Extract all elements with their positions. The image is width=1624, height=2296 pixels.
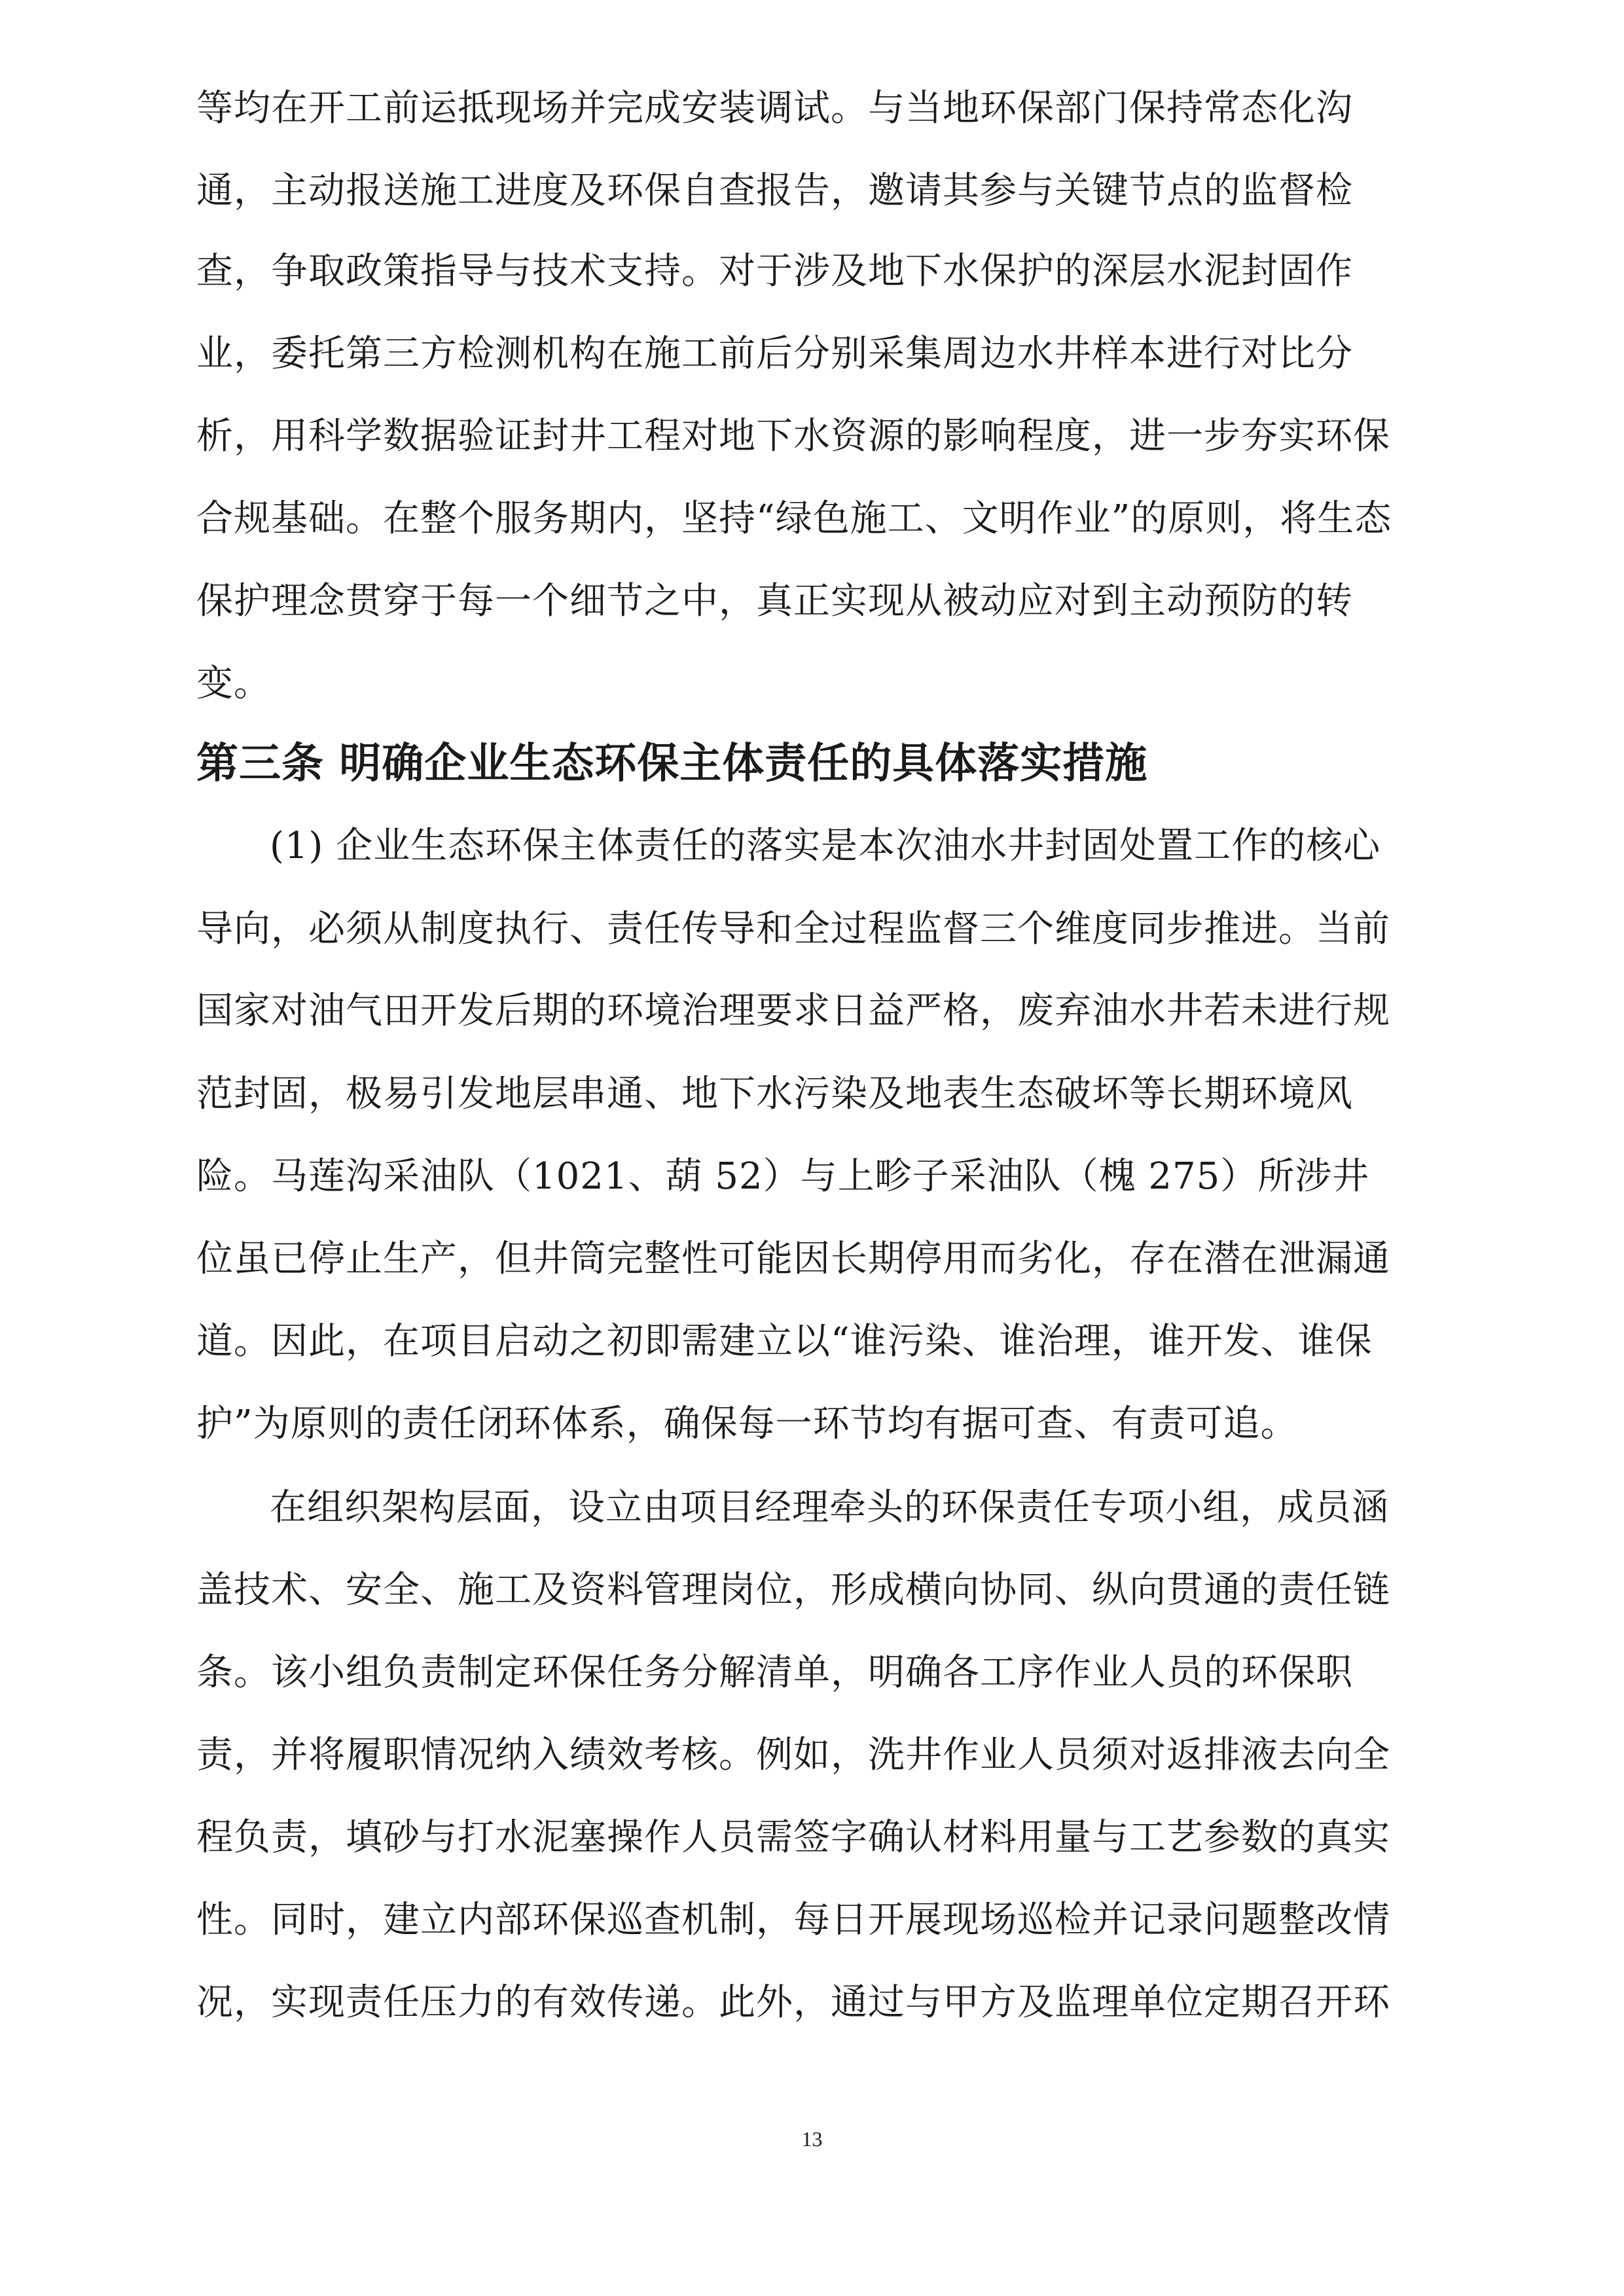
section-heading: 第三条 明确企业生态环保主体责任的具体落实措施: [196, 740, 1148, 788]
text-line: 盖技术、安全、施工及资料管理岗位，形成横向协同、纵向贯通的责任链: [196, 1569, 1390, 1611]
text-line: 变。: [196, 662, 271, 705]
text-line: (1) 企业生态环保主体责任的落实是本次油水井封固处置工作的核心: [270, 825, 1381, 867]
text-line: 责，并将履职情况纳入绩效考核。例如，洗井作业人员须对返排液去向全: [196, 1734, 1390, 1776]
text-line: 国家对油气田开发后期的环境治理要求日益严格，废弃油水井若未进行规: [196, 990, 1390, 1032]
text-line: 等均在开工前运抵现场并完成安装调试。与当地环保部门保持常态化沟: [196, 87, 1353, 130]
text-line: 范封固，极易引发地层串通、地下水污染及地表生态破坏等长期环境风: [196, 1073, 1353, 1115]
text-line: 保护理念贯穿于每一个细节之中，真正实现从被动应对到主动预防的转: [196, 580, 1353, 622]
text-line: 况，实现责任压力的有效传递。此外，通过与甲方及监理单位定期召开环: [196, 1981, 1390, 2024]
text-line: 条。该小组负责制定环保任务分解清单，明确各工序作业人员的环保职: [196, 1651, 1353, 1694]
text-line: 查，争取政策指导与技术支持。对于涉及地下水保护的深层水泥封固作: [196, 250, 1353, 293]
text-line: 险。马莲沟采油队（1021、葫 52）与上畛子采油队（槐 275）所涉井: [196, 1155, 1370, 1198]
text-line: 导向，必须从制度执行、责任传导和全过程监督三个维度同步推进。当前: [196, 908, 1390, 950]
text-line: 在组织架构层面，设立由项目经理牵头的环保责任专项小组，成员涵: [270, 1486, 1389, 1529]
text-line: 道。因此，在项目启动之初即需建立以“谁污染、谁治理，谁开发、谁保: [196, 1320, 1373, 1363]
text-line: 业，委托第三方检测机构在施工前后分别采集周边水井样本进行对比分: [196, 332, 1353, 375]
text-line: 护”为原则的责任闭环体系，确保每一环节均有据可查、有责可追。: [196, 1403, 1298, 1445]
text-line: 程负责，填砂与打水泥塞操作人员需签字确认材料用量与工艺参数的真实: [196, 1816, 1390, 1859]
text-line: 合规基础。在整个服务期内，坚持“绿色施工、文明作业”的原则，将生态: [196, 497, 1392, 540]
page-number: 13: [801, 2127, 823, 2151]
text-line: 析，用科学数据验证封井工程对地下水资源的影响程度，进一步夯实环保: [196, 415, 1390, 457]
text-line: 通，主动报送施工进度及环保自查报告，邀请其参与关键节点的监督检: [196, 170, 1353, 212]
text-line: 位虽已停止生产，但井筒完整性可能因长期停用而劣化，存在潜在泄漏通: [196, 1238, 1390, 1280]
text-line: 性。同时，建立内部环保巡查机制，每日开展现场巡检并记录问题整改情: [196, 1899, 1390, 1941]
